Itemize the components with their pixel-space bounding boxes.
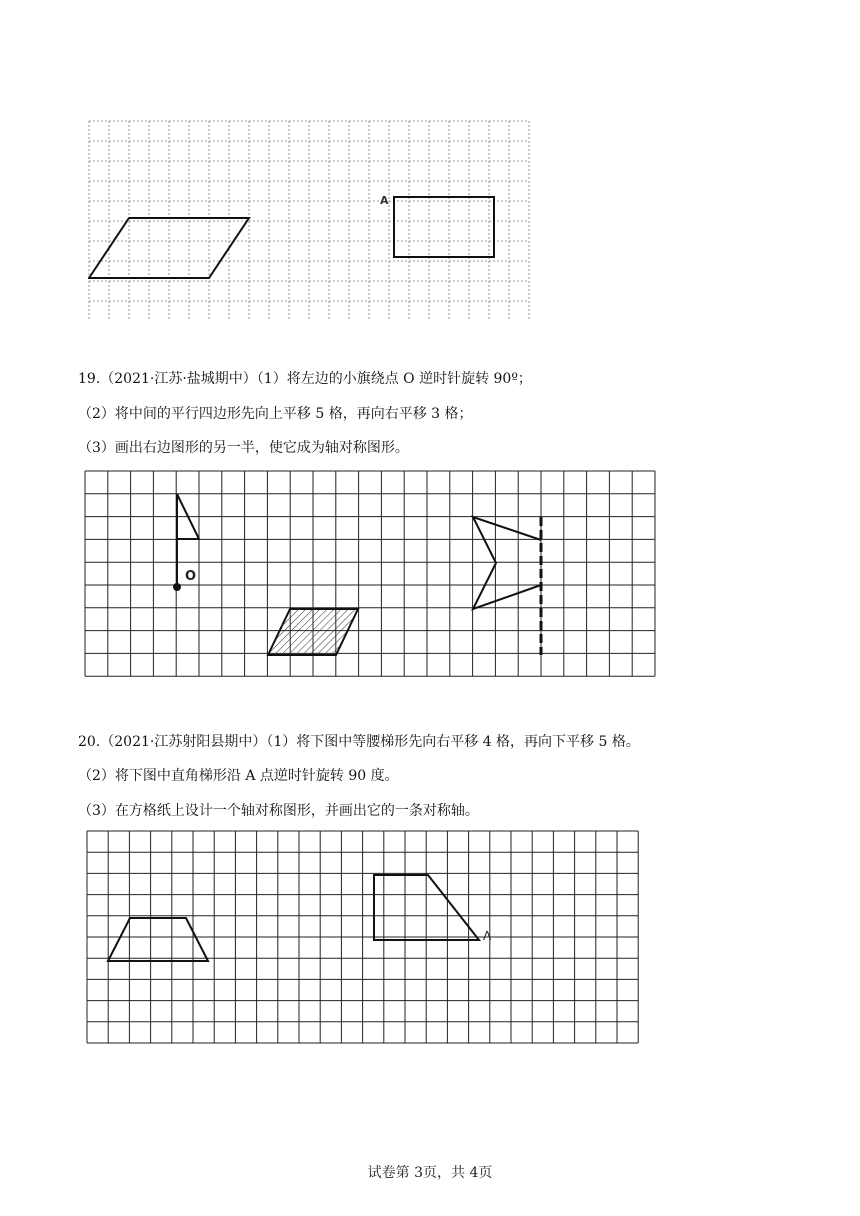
point-a-label: A [483,929,492,943]
grid-figure-19 [84,470,658,682]
half-shape [473,517,541,609]
hatched-parallelogram [268,609,358,655]
question-20-line-2: （2）将下图中直角梯形沿 A 点逆时针旋转 90 度。 [78,768,399,784]
point-a-label: A [380,194,389,207]
point-o-label: O [185,569,197,584]
question-19-line-3: （3）画出右边图形的另一半，使它成为轴对称图形。 [78,440,409,456]
question-number: 19. [78,371,101,387]
grid-figure-18 [88,120,548,320]
page-footer: 试卷第 3页，共 4页 [367,1165,493,1181]
point-o [173,583,181,591]
question-20-line-3: （3）在方格纸上设计一个轴对称图形，并画出它的一条对称轴。 [78,803,479,819]
question-20-line-1: 20.（2021·江苏射阳县期中）（1）将下图中等腰梯形先向右平移 4 格，再向下平移 5 格。 [78,734,640,750]
question-19-line-2: （2）将中间的平行四边形先向上平移 5 格，再向右平移 3 格； [78,406,473,422]
question-number: 20. [78,734,101,750]
question-19-line-1: 19.（2021·江苏·盐城期中）（1）将左边的小旗绕点 O 逆时针旋转 90º； [78,371,532,387]
grid-figure-20 [86,830,646,1050]
